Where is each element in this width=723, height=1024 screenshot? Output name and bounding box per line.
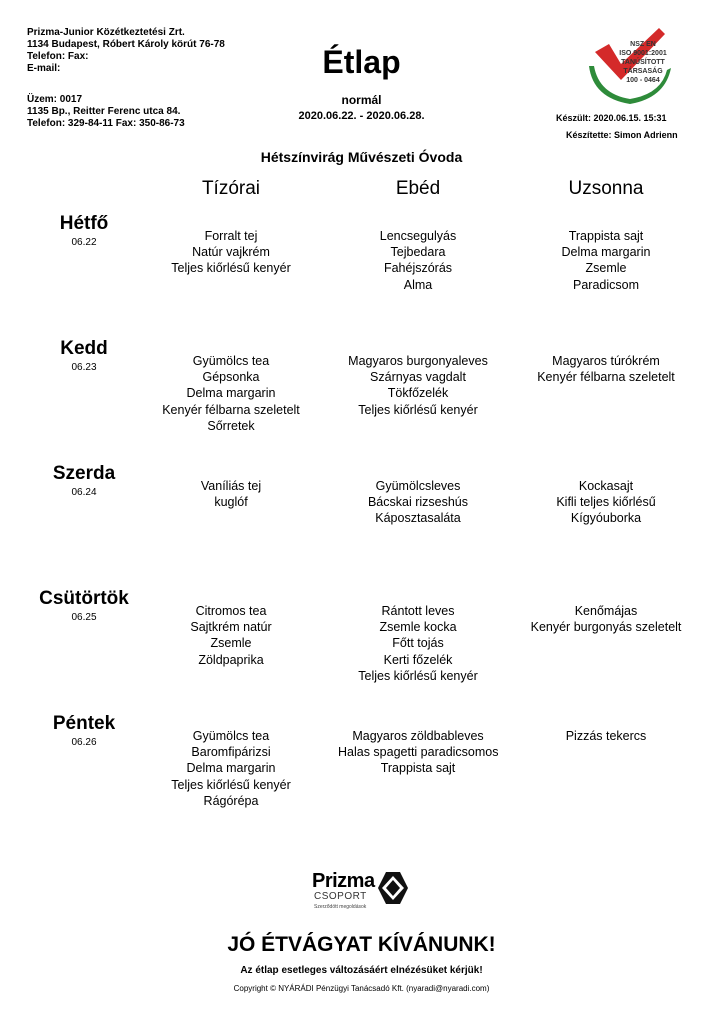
greeting: JÓ ÉTVÁGYAT KÍVÁNUNK! [227, 933, 496, 956]
cert-line: NSZ EN [630, 41, 656, 48]
cert-line: TÁRSASÁG [623, 68, 663, 75]
menu-item: Teljes kiőrlésű kenyér [171, 777, 291, 792]
day-name: Szerda [52, 463, 116, 484]
column-header-uzsonna: Uzsonna [568, 178, 644, 199]
meal-tizorai [151, 478, 311, 510]
menu-item: Delma margarin [186, 761, 276, 776]
menu-item: Káposztasaláta [375, 511, 461, 526]
meal-uzsonna [526, 603, 686, 635]
menu-item: Fahéjszórás [383, 261, 453, 276]
menu-item: Kockasajt [578, 479, 634, 493]
menu-item: kuglóf [214, 495, 248, 510]
footer-note: Az étlap esetleges változásáért elnézésüket kérjük! [240, 965, 483, 976]
menu-item: Gyümölcs tea [192, 354, 270, 368]
company-name: Prizma-Junior Közétkeztetési Zrt. [27, 27, 185, 38]
cert-line: TANÚSÍTOTT [621, 59, 665, 66]
menu-item: Teljes kiőrlésű kenyér [358, 668, 478, 683]
day-date: 06.22 [71, 237, 97, 248]
menu-item: Delma margarin [561, 245, 651, 260]
menu-item: Kenyér burgonyás szeletelt [530, 620, 682, 635]
menu-item: Trappista sajt [380, 761, 456, 776]
meal-ebed [338, 603, 498, 684]
menu-item: Tejbedara [390, 245, 446, 260]
menu-item: Magyaros zöldbableves [352, 729, 484, 743]
menu-item: Forralt tej [204, 229, 258, 243]
menu-item: Főtt tojás [392, 636, 444, 651]
menu-item: Halas spagetti paradicsomos [338, 745, 499, 760]
date-range: 2020.06.22. - 2020.06.28. [298, 110, 425, 122]
day-date: 06.26 [71, 737, 97, 748]
logo-sub: CSOPORT [314, 891, 367, 902]
meal-ebed [338, 353, 498, 418]
page-title: Étlap [322, 44, 401, 80]
meal-ebed [338, 228, 498, 293]
menu-item: Zsemle [585, 261, 627, 276]
cert-line: ISO 9001:2001 [619, 50, 667, 57]
menu-item: Lencsegulyás [379, 229, 457, 243]
day-date: 06.24 [71, 487, 97, 498]
meal-tizorai [151, 728, 311, 809]
menu-item: Delma margarin [186, 386, 276, 401]
meal-tizorai [151, 228, 311, 277]
copyright: Copyright © NYÁRÁDI Pénzügyi Tanácsadó Kft. (nyaradi@nyaradi.com) [233, 984, 490, 993]
day-name: Péntek [52, 713, 116, 734]
meal-uzsonna [526, 728, 686, 744]
menu-item: Trappista sajt [568, 229, 644, 243]
company-email: E-mail: [27, 63, 61, 74]
company-phone-fax: Telefon: Fax: [27, 51, 89, 62]
menu-item: Zsemle kocka [379, 620, 457, 635]
menu-item: Bácskai rizseshús [367, 495, 469, 510]
menu-item: Citromos tea [195, 604, 267, 618]
meal-uzsonna [526, 353, 686, 385]
cert-line: 100 - 0464 [626, 77, 660, 84]
column-header-tizorai: Tízórai [201, 178, 261, 199]
menu-item: Kenyér félbarna szeletelt [162, 402, 300, 417]
logo-brand: Prizma [312, 870, 375, 892]
menu-item: Pizzás tekercs [565, 729, 647, 743]
plant-address: 1135 Bp., Reitter Ferenc utca 84. [27, 106, 181, 117]
plant-phone-fax: Telefon: 329-84-11 Fax: 350-86-73 [27, 118, 185, 129]
menu-item: Rágórépa [203, 793, 259, 808]
author: Készítette: Simon Adrienn [566, 130, 678, 140]
certification-badge [585, 26, 675, 108]
meal-uzsonna [526, 228, 686, 293]
meal-ebed [338, 478, 498, 527]
day-name: Kedd [60, 338, 108, 359]
prism-icon [378, 872, 408, 904]
plant-id: Üzem: 0017 [27, 94, 83, 105]
logo-tagline: Szerződött megoldások [314, 904, 367, 910]
meal-ebed [338, 728, 498, 777]
menu-item: Rántott leves [381, 604, 455, 618]
column-header-ebed: Ebéd [395, 178, 441, 199]
menu-item: Kígyóuborka [570, 511, 642, 526]
day-date: 06.25 [71, 612, 97, 623]
company-address: 1134 Budapest, Róbert Károly körút 76-78 [27, 39, 225, 50]
day-name: Hétfő [59, 213, 109, 234]
menu-item: Magyaros túrókrém [552, 354, 660, 368]
menu-item: Natúr vajkrém [192, 245, 270, 260]
menu-item: Szárnyas vagdalt [370, 370, 466, 385]
meal-tizorai [151, 603, 311, 668]
institution-name: Hétszínvirág Művészeti Óvoda [260, 149, 463, 165]
meal-uzsonna [526, 478, 686, 527]
menu-item: Gyümölcs tea [192, 729, 270, 743]
meal-tizorai [151, 353, 311, 434]
menu-item: Kenőmájas [574, 604, 638, 618]
menu-item: Teljes kiőrlésű kenyér [171, 261, 291, 276]
menu-item: Gépsonka [202, 370, 260, 385]
day-date: 06.23 [71, 362, 97, 373]
menu-item: Gyümölcsleves [375, 479, 461, 493]
menu-item: Kerti főzelék [383, 652, 453, 667]
page-subtitle: normál [341, 93, 382, 107]
menu-item: Tökfőzelék [387, 386, 449, 401]
menu-item: Sőrretek [207, 418, 255, 433]
prizma-logo [312, 870, 412, 918]
menu-item: Vaníliás tej [200, 479, 262, 493]
cert-text [615, 40, 671, 85]
menu-item: Sajtkrém natúr [190, 620, 272, 635]
menu-item: Baromfipárizsi [191, 745, 271, 760]
menu-item: Teljes kiőrlésű kenyér [358, 402, 478, 417]
menu-item: Kifli teljes kiőrlésű [556, 495, 656, 510]
menu-item: Paradicsom [573, 277, 639, 292]
menu-item: Kenyér félbarna szeletelt [537, 370, 675, 385]
created-date: Készült: 2020.06.15. 15:31 [556, 113, 667, 123]
menu-item: Alma [403, 277, 433, 292]
menu-item: Zsemle [210, 636, 252, 651]
menu-item: Magyaros burgonyaleves [348, 354, 488, 368]
menu-item: Zöldpaprika [198, 652, 264, 667]
day-name: Csütörtök [39, 588, 129, 609]
